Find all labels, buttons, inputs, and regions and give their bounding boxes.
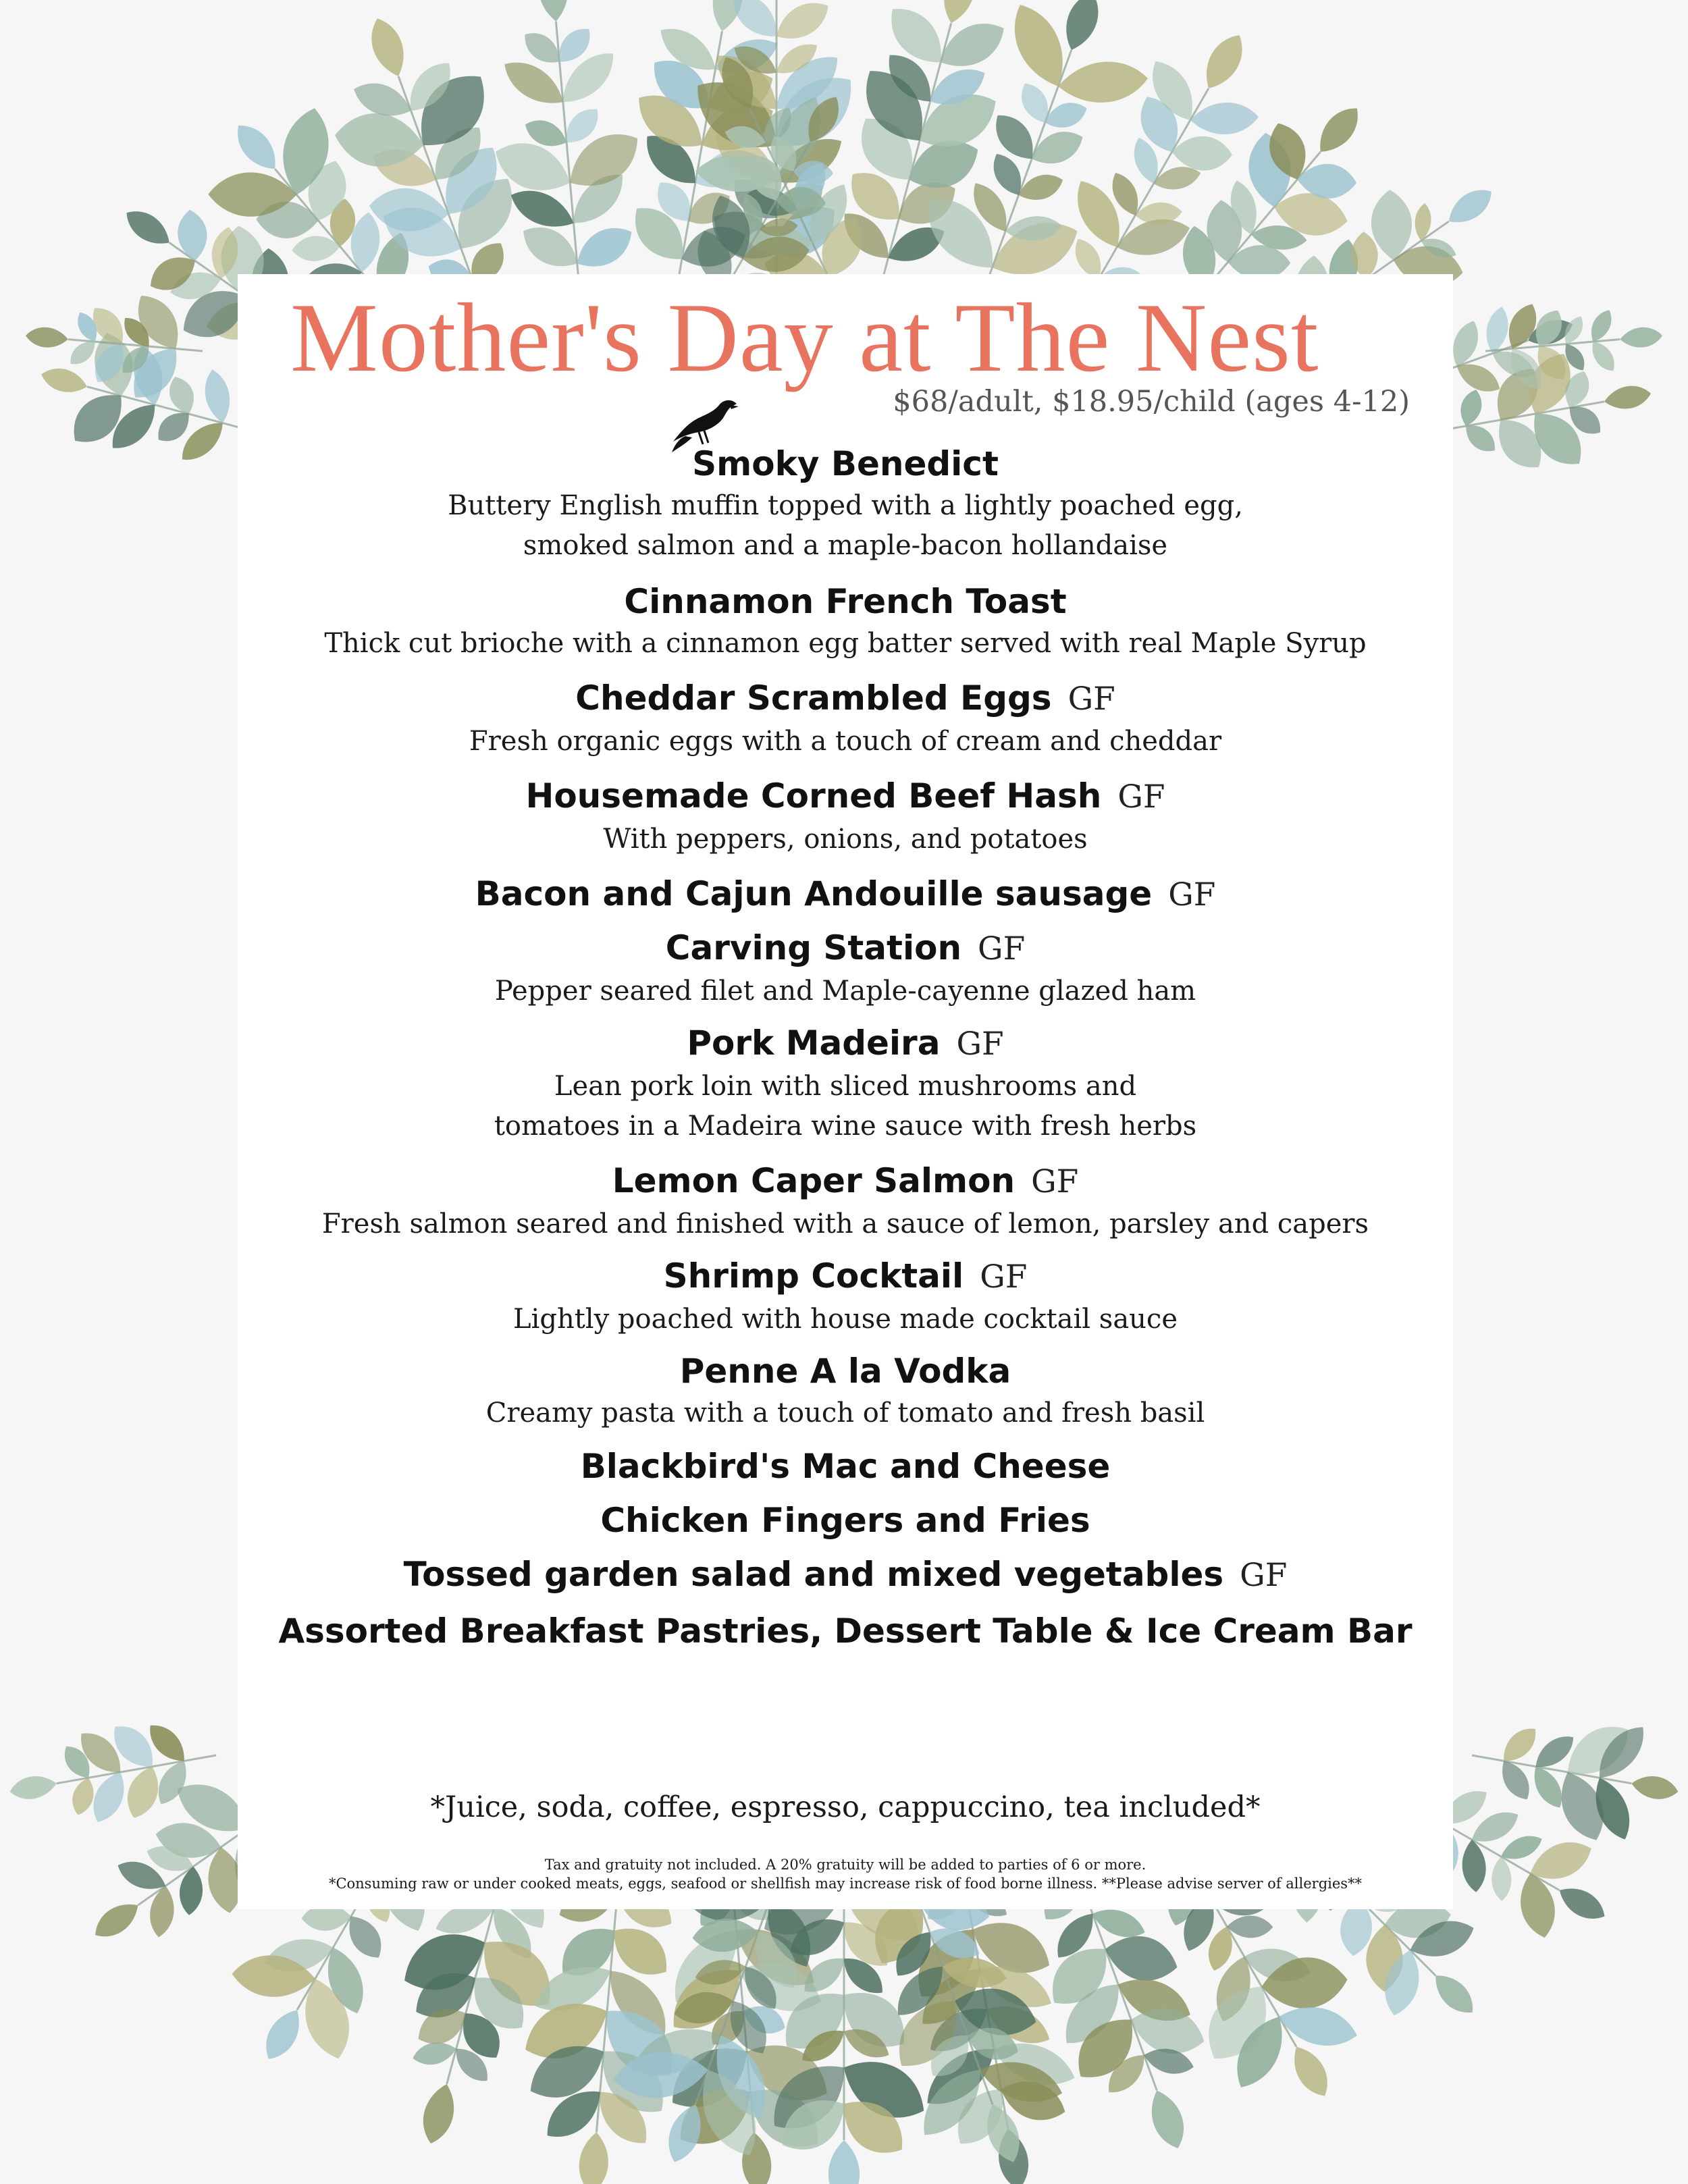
menu-item-name	[238, 1349, 1453, 1393]
gluten-free-badge: GF	[980, 1258, 1028, 1296]
leaf-shape	[38, 364, 90, 398]
menu-item-name	[238, 1158, 1453, 1204]
menu-item-description: Fresh salmon seared and finished with a sauce of lemon, parsley and capers	[321, 1208, 1369, 1240]
fine-print	[238, 1855, 1453, 1893]
leaf-shape	[1492, 1857, 1512, 1901]
leaf-shape	[417, 2081, 460, 2148]
leaf-shape	[201, 367, 234, 425]
menu-item	[238, 1254, 1453, 1339]
menu-item-name	[238, 1498, 1453, 1543]
leaf-shape	[1100, 1928, 1182, 1988]
leaf-shape	[1227, 1915, 1273, 1938]
menu-item-description: Thick cut brioche with a cinnamon egg batter served with real Maple Syrup	[324, 628, 1367, 659]
menu-item	[238, 1349, 1453, 1433]
menu-item	[238, 926, 1453, 1011]
leaf-shape	[25, 325, 69, 349]
menu-list	[238, 432, 1453, 1653]
leaf-shape	[1057, 58, 1150, 107]
menu-item	[238, 774, 1453, 859]
leaf-shape	[8, 1772, 59, 1803]
menu-item	[238, 1444, 1453, 1489]
leaf-shape	[147, 1884, 178, 1939]
menu-item	[238, 1498, 1453, 1543]
leaf-shape	[1629, 1772, 1680, 1803]
menu-item-name	[238, 872, 1453, 917]
gluten-free-badge: GF	[1168, 876, 1216, 913]
menu-item-description: Lean pork loin with sliced mushrooms and tomatoes in a Madeira wine sauce with fresh herbs	[494, 1071, 1197, 1142]
leaf-shape	[1171, 135, 1233, 172]
leaf-shape	[176, 209, 210, 263]
leaf-shape	[1602, 382, 1653, 412]
menu-item-name	[238, 1444, 1453, 1489]
menu-item	[238, 1021, 1453, 1146]
leaf-shape	[1619, 325, 1663, 349]
menu-item-title: Tossed garden salad and mixed vegetables	[403, 1555, 1224, 1594]
menu-item-title: Smoky Benedict	[692, 444, 999, 483]
page-title: Mother's Day at The Nest	[290, 283, 1319, 392]
menu-item-title: Chicken Fingers and Fries	[600, 1501, 1090, 1540]
menu-item-title: Cheddar Scrambled Eggs	[575, 678, 1052, 718]
menu-item	[238, 676, 1453, 762]
menu-item-description: Fresh organic eggs with a touch of cream and cheddar	[469, 726, 1222, 757]
leaf-shape	[536, 0, 571, 22]
menu-item	[238, 442, 1453, 566]
gluten-free-badge: GF	[1117, 778, 1165, 816]
menu-item-title: Bacon and Cajun Andouille sausage	[475, 874, 1153, 913]
drinks-note: *Juice, soda, coffee, espresso, cappuccino, tea included*	[430, 1790, 1261, 1824]
leaf-shape	[577, 2131, 611, 2184]
menu-item-title: Carving Station	[665, 928, 962, 967]
menu-item-name	[238, 1552, 1453, 1598]
leaf-shape	[828, 2140, 860, 2184]
leaf-shape	[1058, 0, 1106, 55]
gluten-free-badge: GF	[1067, 681, 1115, 718]
leaf-shape	[1196, 28, 1252, 95]
menu-item-description: Lightly poached with house made cocktail sauce	[512, 1304, 1178, 1335]
menu-item-name	[238, 1254, 1453, 1300]
leaf-shape	[257, 2003, 309, 2066]
leaf-shape	[228, 117, 285, 178]
leaf-shape	[1285, 2040, 1336, 2103]
menu-item-description: Creamy pasta with a touch of tomato and fresh basil	[485, 1397, 1205, 1429]
leaf-shape	[120, 203, 176, 252]
menu-item-title: Penne A la Vodka	[679, 1352, 1011, 1391]
leaf-shape	[1015, 169, 1067, 206]
menu-item	[238, 1552, 1453, 1598]
menu-item	[238, 1609, 1453, 1653]
allergy-note: *Consuming raw or under cooked meats, eggs, seafood or shellfish may increase risk of food borne illness. **Please advise server of allergies**	[328, 1875, 1363, 1892]
menu-item-title: Shrimp Cocktail	[663, 1256, 964, 1296]
leaf-shape	[569, 217, 639, 277]
leaf-shape	[769, 0, 836, 49]
menu-item-name	[238, 1021, 1453, 1067]
leaf-shape	[1143, 2085, 1191, 2153]
price-line: $68/adult, $18.95/child (ages 4-12)	[893, 385, 1410, 419]
menu-item-title: Pork Madeira	[687, 1023, 941, 1063]
menu-item-title: Blackbird's Mac and Cheese	[580, 1447, 1111, 1486]
menu-item-description: With peppers, onions, and potatoes	[603, 824, 1088, 855]
menu-item-name	[238, 676, 1453, 722]
menu-item-name	[238, 774, 1453, 820]
gratuity-note: Tax and gratuity not included. A 20% gratuity will be added to parties of 6 or more.	[544, 1857, 1146, 1873]
leaf-shape	[1554, 1880, 1611, 1927]
gluten-free-badge: GF	[1031, 1163, 1079, 1200]
leaf-shape	[1275, 1999, 1361, 2053]
menu-item-name	[238, 579, 1453, 624]
menu-item	[238, 579, 1453, 664]
menu-item-title: Lemon Caper Salmon	[612, 1161, 1016, 1200]
leaf-shape	[1442, 182, 1498, 232]
gluten-free-badge: GF	[978, 930, 1026, 967]
gluten-free-badge: GF	[1240, 1557, 1288, 1594]
menu-item-name	[238, 1609, 1453, 1653]
leaf-shape	[1311, 100, 1367, 161]
menu-item	[238, 1158, 1453, 1244]
leaf-shape	[937, 0, 981, 27]
menu-item-name	[238, 926, 1453, 971]
menu-item	[238, 872, 1453, 917]
leaf-shape	[1190, 101, 1259, 136]
menu-item-description: Buttery English muffin topped with a lightly poached egg, smoked salmon and a maple-bacon hollandaise	[448, 490, 1243, 561]
leaf-shape	[178, 1865, 205, 1916]
leaf-shape	[1514, 1870, 1561, 1942]
leaf-shape	[364, 14, 412, 81]
menu-item-description: Pepper seared filet and Maple-cayenne glazed ham	[494, 976, 1196, 1007]
menu-item-name	[238, 442, 1453, 486]
leaf-shape	[88, 1895, 145, 1945]
menu-item-title: Assorted Breakfast Pastries, Dessert Table & Ice Cream Bar	[278, 1612, 1413, 1651]
leaf-shape	[932, 12, 1012, 78]
menu-item-title: Cinnamon French Toast	[624, 582, 1067, 621]
menu-item-title: Housemade Corned Beef Hash	[525, 776, 1102, 816]
gluten-free-badge: GF	[956, 1026, 1004, 1063]
